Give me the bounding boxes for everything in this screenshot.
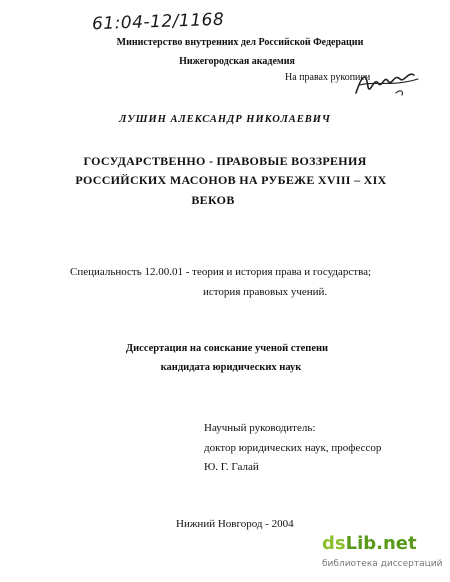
specialty-line-1: Специальность 12.00.01 - теория и история права и государства; — [70, 266, 372, 278]
watermark-brand-lib: Lib.net — [345, 533, 417, 554]
ministry-name: Министерство внутренних дел Российской Федерации — [116, 37, 364, 48]
signature-icon — [352, 65, 422, 101]
title-line-1: ГОСУДАРСТВЕННО - ПРАВОВЫЕ ВОЗЗРЕНИЯ — [83, 154, 367, 168]
watermark-brand-ds: ds — [322, 533, 346, 554]
supervisor-name: Ю. Г. Галай — [204, 461, 259, 473]
watermark-subtitle: библиотека диссертаций — [322, 559, 443, 569]
academy-name: Нижегородская академия — [179, 56, 295, 67]
supervisor-label: Научный руководитель: — [204, 422, 316, 434]
handwritten-archive-code: 61:04-12/1168 — [91, 9, 225, 35]
specialty-line-2: история правовых учений. — [203, 286, 328, 298]
supervisor-degree: доктор юридических наук, профессор — [204, 442, 382, 454]
author-name: ЛУШИН АЛЕКСАНДР НИКОЛАЕВИЧ — [119, 114, 331, 125]
manuscript-rights-note: На правах рукописи — [285, 72, 371, 83]
dslib-watermark[interactable] — [322, 533, 444, 577]
dissertation-line-1: Диссертация на соискание ученой степени — [125, 343, 329, 354]
watermark-logo — [322, 533, 417, 554]
title-line-2: РОССИЙСКИХ МАСОНОВ НА РУБЕЖЕ XVIII – XIX — [75, 173, 387, 187]
title-line-3: ВЕКОВ — [191, 193, 235, 207]
dissertation-line-2: кандидата юридических наук — [160, 362, 302, 373]
city-year: Нижний Новгород - 2004 — [176, 518, 294, 530]
